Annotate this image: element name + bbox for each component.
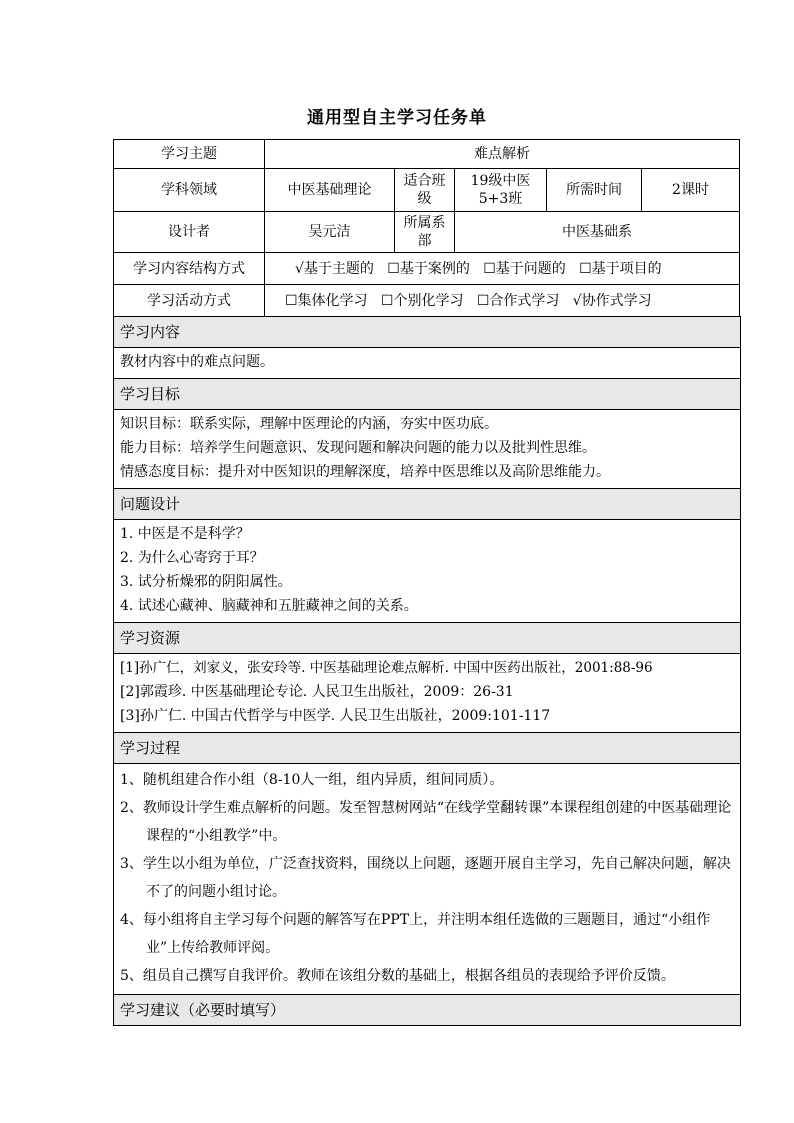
section-heading-process: 学习过程 <box>114 732 740 764</box>
section-heading-advice: 学习建议（必要时填写） <box>114 994 740 1026</box>
process-step: 5、组员自己撰写自我评价。教师在该组分数的基础上，根据各组员的表现给予评价反馈。 <box>120 968 675 984</box>
time-label: 所需时间 <box>547 169 642 212</box>
structure-label: 学习内容结构方式 <box>114 253 265 285</box>
activity-options <box>265 285 740 317</box>
process-step: 1、随机组建合作小组（8-10人一组，组内异质，组间同质）。 <box>120 772 504 788</box>
activity-option-collaborative[interactable]: √协作式学习 <box>572 292 652 309</box>
section-heading-resources: 学习资源 <box>114 622 740 654</box>
section-heading-questions: 问题设计 <box>114 488 740 520</box>
process-step: 3、学生以小组为单位，广泛查找资料，围绕以上问题，逐题开展自主学习，先自己解决问题，解决不了的问题小组讨论。 <box>120 856 731 900</box>
question-item: 4. 试述心藏神、脑藏神和五脏藏神之间的关系。 <box>120 598 418 614</box>
section-body-goals <box>114 410 740 488</box>
class-label: 适合班级 <box>395 169 455 212</box>
structure-option-problem[interactable]: ☐基于问题的 <box>483 260 566 277</box>
section-body-questions <box>114 520 740 622</box>
activity-option-cooperative[interactable]: ☐合作式学习 <box>476 292 560 309</box>
resource-item: [2]郭霞珍. 中医基础理论专论. 人民卫生出版社，2009：26-31 <box>120 684 514 700</box>
page-title: 通用型自主学习任务单 <box>307 108 487 128</box>
goal-ability: 能力目标：培养学生问题意识、发现问题和解决问题的能力以及批判性思维。 <box>120 440 596 456</box>
section-heading-content: 学习内容 <box>114 316 740 348</box>
field-value: 中医基础理论 <box>265 169 395 212</box>
section-body-process <box>114 764 740 994</box>
question-item: 2. 为什么心寄窍于耳？ <box>120 550 264 566</box>
sections <box>113 316 741 1026</box>
topic-value: 难点解析 <box>265 140 740 169</box>
goal-knowledge: 知识目标：联系实际，理解中医理论的内涵，夯实中医功底。 <box>120 416 498 432</box>
resource-item: [3]孙广仁. 中国古代哲学与中医学. 人民卫生出版社，2009:101-117 <box>120 708 551 724</box>
activity-option-collective[interactable]: ☐集体化学习 <box>285 292 368 309</box>
structure-option-case[interactable]: ☐基于案例的 <box>387 260 470 277</box>
activity-option-individual[interactable]: ☐个别化学习 <box>380 292 464 309</box>
dept-value: 中医基础系 <box>455 212 740 253</box>
structure-option-project[interactable]: ☐基于项目的 <box>579 260 662 277</box>
designer-value: 吴元洁 <box>265 212 395 253</box>
structure-option-theme[interactable]: √基于主题的 <box>295 260 374 277</box>
resource-item: [1]孙广仁，刘家义，张安玲等. 中医基础理论难点解析. 中国中医药出版社，2001:88-96 <box>120 660 653 676</box>
designer-label: 设计者 <box>114 212 265 253</box>
structure-options <box>265 253 740 285</box>
topic-label: 学习主题 <box>114 140 265 169</box>
field-label: 学科领域 <box>114 169 265 212</box>
info-table <box>113 139 740 317</box>
dept-label: 所属系部 <box>395 212 455 253</box>
section-heading-goals: 学习目标 <box>114 378 740 410</box>
class-value: 19级中医5+3班 <box>455 169 547 212</box>
process-step: 2、教师设计学生难点解析的问题。发至智慧树网站“在线学堂翻转课”本课程组创建的中医基础理论课程的“小组教学”中。 <box>120 800 732 844</box>
question-item: 1. 中医是不是科学？ <box>120 526 250 542</box>
process-step: 4、每小组将自主学习每个问题的解答写在PPT上，并注明本组任选做的三题题目，通过“小组作业”上传给教师评阅。 <box>120 912 711 956</box>
time-value: 2课时 <box>642 169 740 212</box>
content-line: 教材内容中的难点问题。 <box>120 354 274 370</box>
section-body-content <box>114 348 740 378</box>
question-item: 3. 试分析燥邪的阴阳属性。 <box>120 574 292 590</box>
goal-attitude: 情感态度目标：提升对中医知识的理解深度，培养中医思维以及高阶思维能力。 <box>120 464 610 480</box>
section-body-resources <box>114 654 740 732</box>
activity-label: 学习活动方式 <box>114 285 265 317</box>
